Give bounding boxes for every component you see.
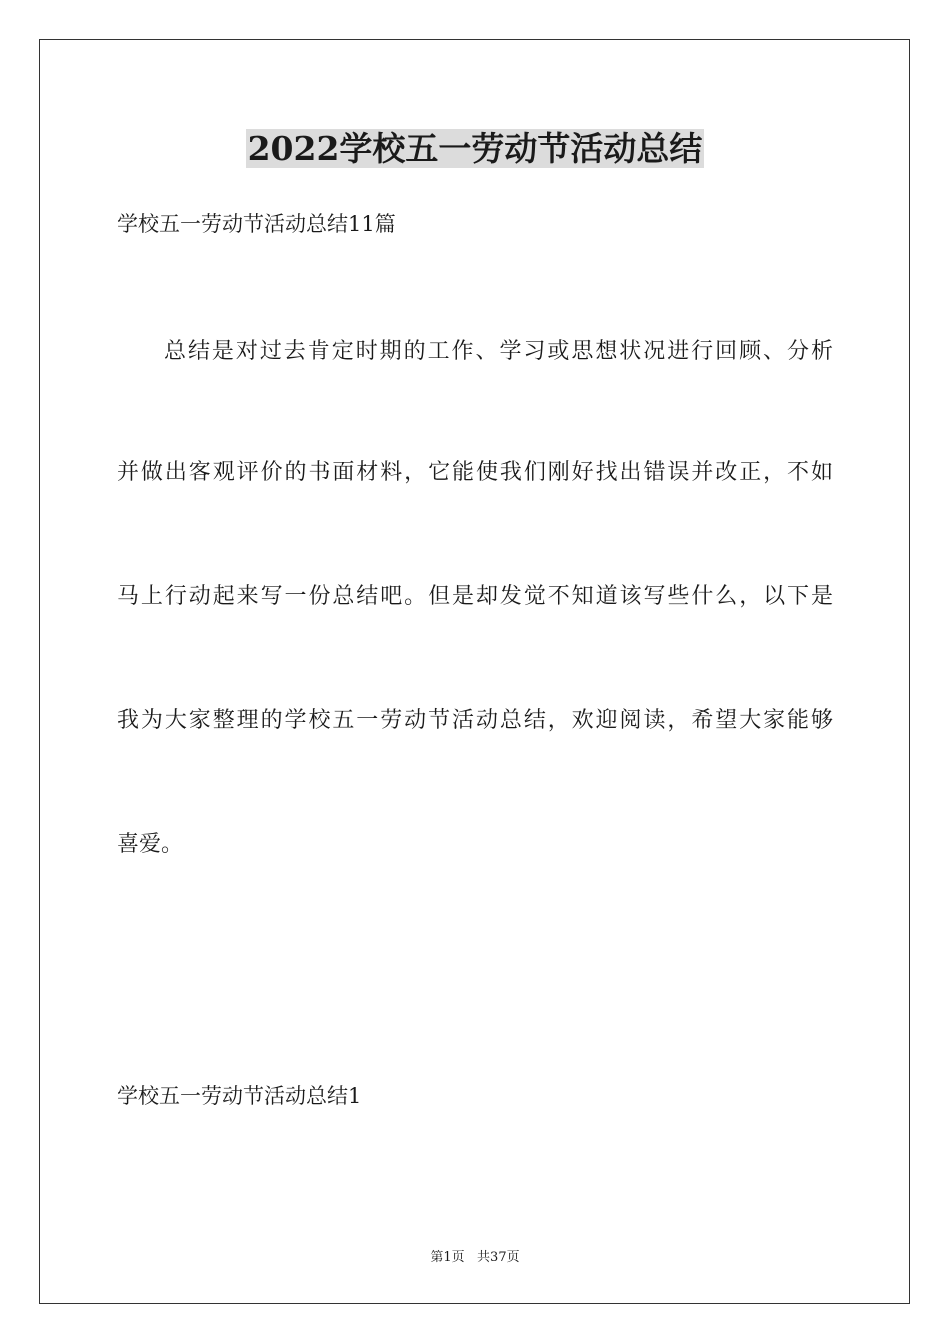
section-heading: 学校五一劳动节活动总结1 — [117, 1084, 362, 1108]
intro-paragraph-line: 我为大家整理的学校五一劳动节活动总结，欢迎阅读，希望大家能够 — [117, 708, 833, 733]
intro-paragraph-line: 并做出客观评价的书面材料，它能使我们刚好找出错误并改正，不如 — [117, 460, 833, 485]
document-title — [0, 126, 950, 172]
page-number-footer: 第1页 共37页 — [430, 1250, 520, 1265]
document-subtitle: 学校五一劳动节活动总结11篇 — [117, 212, 396, 236]
intro-paragraph-line: 马上行动起来写一份总结吧。但是却发觉不知道该写些什么，以下是 — [117, 584, 833, 609]
intro-paragraph-line: 总结是对过去肯定时期的工作、学习或思想状况进行回顾、分析 — [164, 339, 833, 364]
intro-paragraph-line: 喜爱。 — [117, 832, 184, 857]
document-title-text: 2022学校五一劳动节活动总结 — [247, 129, 703, 168]
